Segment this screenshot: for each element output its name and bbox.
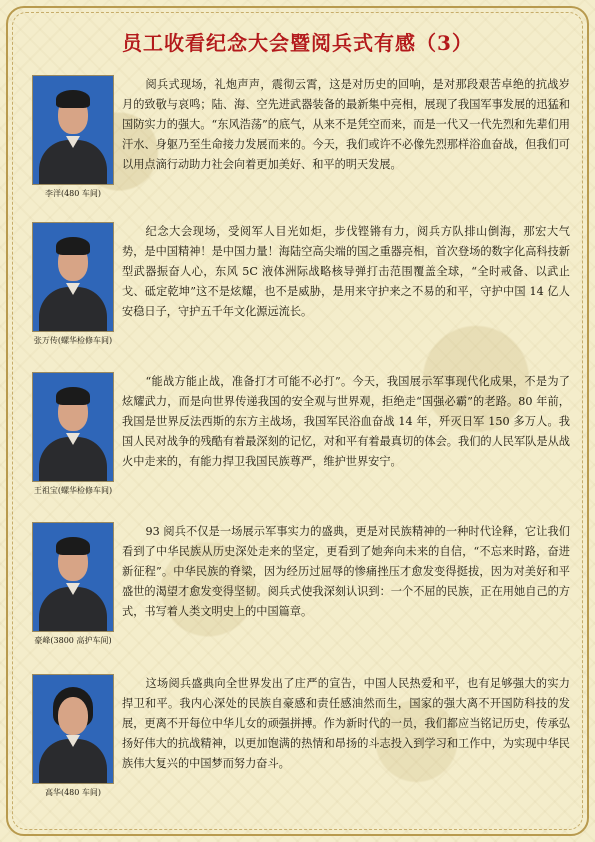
portrait-block: [30, 222, 116, 346]
entry-text: 纪念大会现场，受阅军人目光如炬，步伐铿锵有力，阅兵方队排山倒海，那宏大气势，是中国精神！是中国力量！海陆空高尖端的国之重器亮相，首次登场的数字化高科技新型武器振奋人心，东风 5C 液体洲际战略核导弹打击范围覆盖全球，“全时戒备、以武止戈、砥定乾坤”这不是炫耀，也不是威胁，是用来守护来之不易的和平，守护中国 14 亿人安稳日子，守护五千年文化源远流长。: [122, 225, 570, 318]
portrait-caption: 李洋(480 车间): [44, 189, 102, 198]
portrait-photo: [32, 222, 114, 332]
portrait-photo: [32, 674, 114, 784]
entry-text: 阅兵式现场，礼炮声声，震彻云霄，这是对历史的回响，是对那段艰苦卓绝的抗战岁月的致敬与哀鸣；陆、海、空先进武器装备的最新集中亮相，展现了我国军事发展的迅猛和国防实力的强大。“东风浩荡”的底气，从来不是凭空而来，而是一代又一代先烈和先辈们用汗水、身躯乃至生命接力发展而来的。今天，我们或许不必像先烈那样浴血奋战，但我们可以用点滴行动助力社会向着更加美好、和平的明天发展。: [122, 78, 570, 171]
entry-text: 93 阅兵不仅是一场展示军事实力的盛典，更是对民族精神的一种时代诠释，它让我们看到了中华民族从历史深处走来的坚定，更看到了她奔向未来的自信，“不忘来时路，奋进新征程”。中华民族的脊梁，因为经历过屈辱的惨痛挫压才愈发变得挺拔，因为对美好和平盛世的渴望才愈发变得坚韧。阅兵式使我深刻认识到：一个不屈的民族，正在用她自己的方式，书写着人类文明史上的中国篇章。: [122, 525, 570, 618]
portrait-photo: [32, 75, 114, 185]
entry-text: 这场阅兵盛典向全世界发出了庄严的宣告，中国人民热爱和平，也有足够强大的实力捍卫和平。我内心深处的民族自豪感和责任感油然而生，国家的强大离不开国防科技的发展，更离不开每位中华儿女的顽强拼搏。作为新时代的一员，我们都应当铭记历史，传承弘扬好伟大的抗战精神，以更加饱满的热情和昂扬的斗志投入到学习和工作中，为实现中华民族伟大复兴的中国梦而努力奋斗。: [122, 677, 570, 770]
portrait-photo: [32, 522, 114, 632]
page-title: 员工收看纪念大会暨阅兵式有感（3）: [122, 31, 473, 55]
entry-text: “能战方能止战，准备打才可能不必打”。今天，我国展示军事现代化成果，不是为了炫耀武力，而是向世界传递我国的安全观与世界观，拒绝走“国强必霸”的老路。80 年前，我国是世界反法西斯的东方主战场，我国军民浴血奋战 14 年，歼灭日军 150 多万人。我国人民对战争的残酷有着最深刻的记忆，对和平有着最真切的体会。我们的人民军队是从战火中走来的，有能力捍卫我国民族尊严，维护世界安宁。: [122, 375, 570, 468]
portrait-block: [30, 674, 116, 798]
portrait-block: [30, 522, 116, 646]
portrait-block: [30, 75, 116, 199]
portrait-caption: 高华(480 车间): [44, 788, 102, 797]
portrait-caption: 张万传(螺华检修车间): [33, 336, 113, 345]
portrait-photo: [32, 372, 114, 482]
portrait-caption: 王祖宝(螺华检修车间): [33, 486, 113, 495]
portrait-block: [30, 372, 116, 496]
portrait-caption: 豪峰(3800 高护车间): [34, 636, 112, 645]
